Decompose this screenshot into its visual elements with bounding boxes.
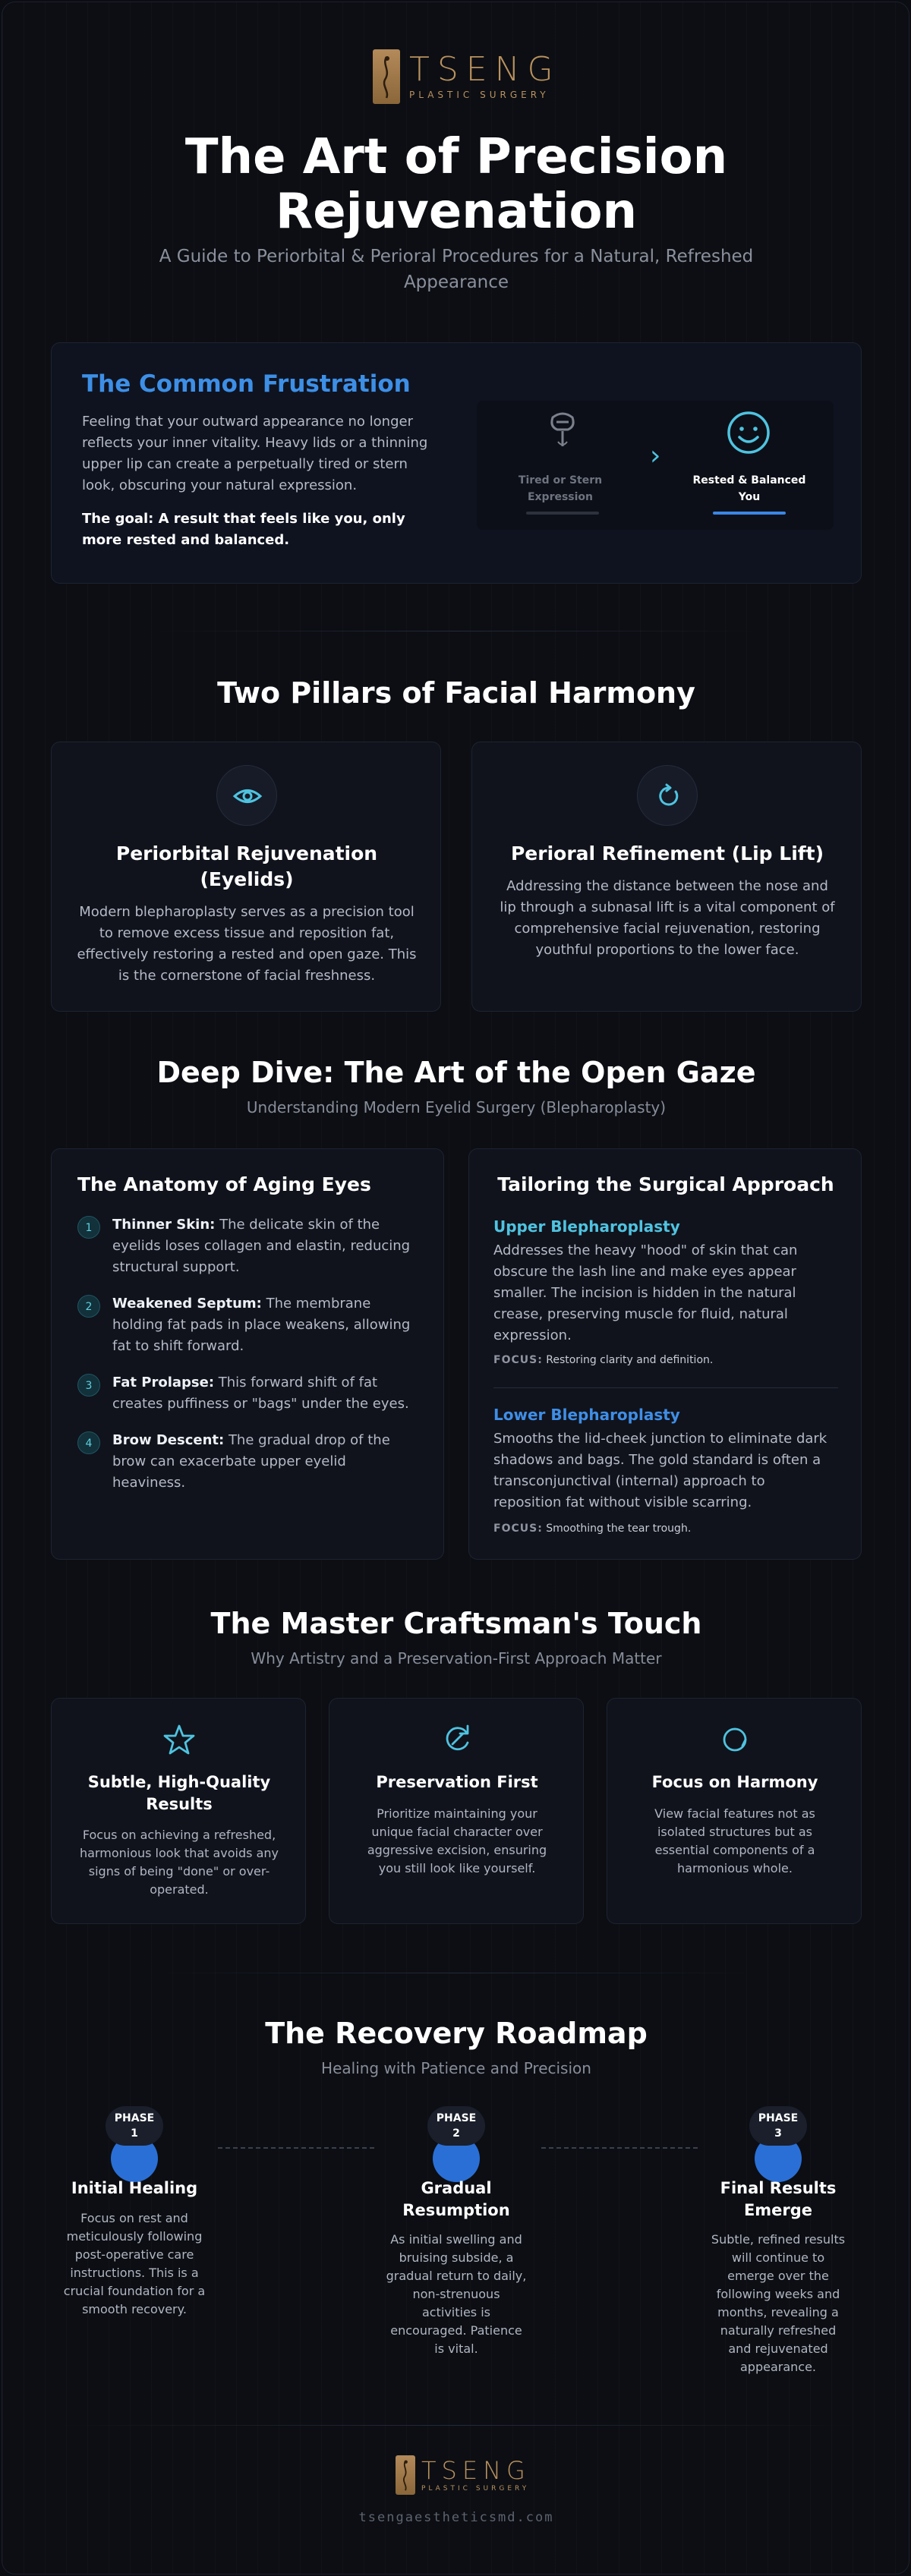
phase-title-line: Gradual: [421, 2179, 492, 2197]
pillar-title-line: Perioral Refinement (Lip Lift): [510, 842, 824, 864]
pillar-line: is the cornerstone of facial freshness.: [118, 968, 376, 984]
upper-line: Addresses the heavy "hood" of skin that can: [493, 1242, 798, 1258]
phase-line: crucial foundation for a: [63, 2284, 206, 2298]
craft-line: operated.: [150, 1882, 209, 1897]
approach-heading: Tailoring the Surgical Approach: [497, 1173, 834, 1195]
before-label: [507, 472, 613, 505]
frustration-line: look, obscuring your natural expression.: [82, 477, 358, 493]
step-line: structural support.: [112, 1259, 240, 1275]
eye-icon: [232, 781, 263, 811]
anatomy-step: [112, 1372, 431, 1415]
craft-line: View facial features not as: [654, 1806, 815, 1821]
pillar-card-lip-lift: [471, 742, 862, 1012]
phase-3-text: [687, 2231, 869, 2376]
phase-line: is vital.: [434, 2341, 478, 2356]
header-logo[interactable]: [373, 49, 561, 104]
phase-line: and rejuvenated: [728, 2341, 828, 2356]
craft-title: [329, 1771, 585, 1793]
logo-mark-icon: [373, 49, 400, 104]
lower-bleph-title: Lower Blepharoplasty: [493, 1406, 680, 1424]
pillar-title: [472, 841, 862, 867]
phase-title-line: Final Results: [720, 2179, 837, 2197]
arrow-icon: ›: [650, 440, 661, 471]
phase-badge-label: PHASE: [114, 2112, 155, 2124]
craft-line: essential components of a: [654, 1843, 815, 1857]
craft-text: [337, 1805, 577, 1878]
phase-line: meticulously following: [66, 2229, 203, 2244]
footer-divider: [51, 2425, 862, 2426]
craft-card-quality: [51, 1698, 306, 1924]
phase-line: Subtle, refined results: [711, 2232, 846, 2247]
phase-3-title: [687, 2178, 869, 2222]
craft-title-line: Results: [146, 1795, 213, 1813]
craft-title: [52, 1771, 307, 1815]
craft-text: [59, 1826, 299, 1899]
craft-title-line: Subtle, High-Quality: [87, 1773, 271, 1791]
title-line-2: Rejuvenation: [275, 184, 638, 240]
phase-badge-number: 2: [452, 2127, 460, 2140]
anatomy-card: [51, 1148, 444, 1560]
phase-2-title: [365, 2178, 547, 2222]
pillar-line: comprehensive facial rejuvenation, restoring: [514, 921, 821, 937]
logo-name: TSENG: [421, 2455, 531, 2485]
expression-comparison: [477, 401, 834, 530]
phase-title-line: Emerge: [743, 2201, 813, 2219]
focus-label: FOCUS:: [493, 1354, 543, 1366]
pillar-title: [52, 841, 442, 893]
phase-1-text: [43, 2209, 225, 2319]
phase-badge-number: 3: [774, 2127, 782, 2140]
subtitle-line-2: Appearance: [403, 272, 509, 292]
step-line: This forward shift of fat: [214, 1375, 378, 1390]
pillar-text: [67, 902, 427, 987]
step-bold: Thinner Skin:: [112, 1217, 216, 1233]
logo-tagline: PLASTIC SURGERY: [421, 2484, 530, 2493]
step-bold: Brow Descent:: [112, 1432, 225, 1448]
craft-line: you still look like yourself.: [378, 1861, 536, 1875]
craft-line: harmonious look that avoids any: [79, 1846, 279, 1860]
craft-line: unique facial character over: [371, 1825, 543, 1839]
craft-line: signs of being "done" or over-: [88, 1864, 270, 1878]
lower-line: Smooths the lid-cheek junction to eliminate dark: [493, 1431, 827, 1447]
phase-3-badge: [749, 2106, 807, 2146]
phase-line: will continue to: [731, 2250, 825, 2265]
frustration-card: [51, 342, 862, 584]
upper-line: smaller. The incision is hidden in the natural: [493, 1285, 796, 1301]
craftsman-subtitle: Why Artistry and a Preservation-First Approach Matter: [251, 1649, 662, 1667]
focus-text: Smoothing the tear trough.: [542, 1523, 692, 1535]
pillar-line: effectively restoring a rested and open gaze. This: [77, 946, 417, 962]
phase-line: appearance.: [739, 2360, 816, 2374]
phase-line: following weeks and: [716, 2287, 840, 2301]
before-label-line: Expression: [527, 491, 594, 503]
frustration-goal: [82, 509, 405, 551]
lower-bleph-text: [493, 1428, 843, 1513]
phase-line: activities is: [422, 2305, 490, 2319]
logo-tagline: PLASTIC SURGERY: [409, 90, 550, 100]
upper-bleph-title: Upper Blepharoplasty: [493, 1217, 680, 1236]
step-line: The gradual drop of the: [224, 1432, 390, 1448]
roadmap-connector: [218, 2147, 374, 2149]
after-label-line: You: [738, 491, 761, 503]
craft-card-preservation: [329, 1698, 584, 1924]
frustration-heading: The Common Frustration: [82, 370, 411, 398]
phase-line: bruising subside, a: [399, 2250, 514, 2265]
lower-line: shadows and bags. The gold standard is often a: [493, 1452, 821, 1468]
frustration-line: Feeling that your outward appearance no longer: [82, 414, 413, 430]
upper-bleph-text: [493, 1240, 843, 1346]
footer-url[interactable]: tsengaestheticsmd.com: [358, 2510, 554, 2525]
pillar-title-line: (Eyelids): [200, 868, 294, 890]
after-bar: [713, 512, 786, 515]
recovery-title: The Recovery Roadmap: [265, 2017, 648, 2050]
phase-badge-number: 1: [131, 2127, 138, 2140]
craft-line: harmonious whole.: [677, 1861, 793, 1875]
pillar-title-line: Periorbital Rejuvenation: [115, 842, 378, 864]
craftsman-title: The Master Craftsman's Touch: [210, 1607, 702, 1640]
phase-badge-label: PHASE: [758, 2112, 799, 2124]
refresh-arrow-icon: [440, 1723, 474, 1759]
page-subtitle: [2, 244, 909, 295]
craft-card-harmony: [607, 1698, 862, 1924]
craft-line: Focus on achieving a refreshed,: [82, 1828, 276, 1842]
step-line: The delicate skin of the: [215, 1217, 380, 1233]
smile-face-icon: [726, 410, 771, 458]
title-line-1: The Art of Precision: [184, 129, 728, 185]
phase-2-badge: [427, 2106, 485, 2146]
footer-logo[interactable]: [396, 2455, 531, 2495]
approach-divider: [493, 1387, 838, 1388]
roadmap-connector: [541, 2147, 698, 2149]
focus-text: Restoring clarity and definition.: [542, 1354, 714, 1366]
pillar-line: Addressing the distance between the nose and: [506, 878, 828, 894]
pillar-icon-wrap: [216, 765, 277, 826]
after-label-line: Rested & Balanced: [692, 474, 806, 487]
goal-line: The goal: A result that feels like you, only: [82, 511, 405, 527]
phase-line: Focus on rest and: [80, 2211, 188, 2225]
pillar-line: youthful proportions to the lower face.: [535, 942, 799, 958]
step-number: 1: [77, 1216, 100, 1239]
craft-line: isolated structures but as: [657, 1825, 812, 1839]
pillar-line: lip through a subnasal lift is a vital component of: [500, 899, 835, 915]
craft-line: Prioritize maintaining your: [377, 1806, 537, 1821]
deep-dive-subtitle: Understanding Modern Eyelid Surgery (Blepharoplasty): [246, 1098, 667, 1116]
step-line: fat to shift forward.: [112, 1338, 244, 1354]
phase-line: post-operative care: [74, 2247, 194, 2262]
phase-line: smooth recovery.: [82, 2302, 187, 2316]
craft-title-line: Preservation First: [376, 1773, 538, 1791]
subtitle-line-1: A Guide to Periorbital & Perioral Procedures for a Natural, Refreshed: [159, 247, 754, 266]
pillar-line: Modern blepharoplasty serves as a precision tool: [79, 904, 415, 920]
anatomy-step: [112, 1214, 431, 1278]
craft-title: [607, 1771, 862, 1793]
pillar-line: to remove excess tissue and reposition fat,: [99, 925, 395, 941]
pillar-icon-wrap: [637, 765, 698, 826]
upper-focus: [493, 1354, 713, 1366]
anatomy-heading: The Anatomy of Aging Eyes: [77, 1173, 371, 1195]
phase-1-badge: [106, 2106, 163, 2146]
phase-line: As initial swelling and: [390, 2232, 522, 2247]
recovery-subtitle: Healing with Patience and Precision: [321, 2059, 591, 2077]
step-line: creates puffiness or "bags" under the eyes.: [112, 1396, 409, 1412]
after-label: [692, 472, 806, 505]
frustration-line: reflects your inner vitality. Heavy lids or a thinning: [82, 435, 428, 451]
phase-line: instructions. This is a: [70, 2266, 199, 2280]
pillars-title: Two Pillars of Facial Harmony: [217, 676, 695, 710]
circle-arrow-icon: [718, 1723, 752, 1759]
logo-name: TSENG: [409, 50, 561, 89]
step-line: The membrane: [261, 1296, 371, 1312]
lower-line: transconjunctival (internal) approach to: [493, 1473, 765, 1489]
step-number: 4: [77, 1431, 100, 1454]
upper-line: crease, preserving muscle for fluid, natural: [493, 1306, 788, 1322]
pillar-card-eyelids: [51, 742, 441, 1012]
step-line: holding fat pads in place weakens, allowing: [112, 1317, 411, 1333]
step-line: eyelids loses collagen and elastin, reducing: [112, 1238, 411, 1254]
step-number: 3: [77, 1374, 100, 1397]
pillar-text: [487, 876, 847, 961]
upper-line: expression.: [493, 1327, 572, 1343]
anatomy-step: [112, 1430, 431, 1494]
lower-line: reposition fat without visible scarring.: [493, 1494, 752, 1510]
phase-line: gradual return to daily,: [386, 2269, 527, 2283]
logo-mark-icon: [396, 2455, 415, 2495]
step-line: heaviness.: [112, 1475, 186, 1491]
step-bold: Weakened Septum:: [112, 1296, 262, 1312]
focus-label: FOCUS:: [493, 1523, 543, 1535]
frustration-line: upper lip can create a perpetually tired or stern: [82, 456, 408, 472]
step-line: brow can exacerbate upper eyelid: [112, 1453, 346, 1469]
phase-line: naturally refreshed: [720, 2323, 837, 2338]
phase-2-text: [365, 2231, 547, 2358]
frustration-text: [82, 411, 462, 496]
craft-title-line: Focus on Harmony: [651, 1773, 818, 1791]
step-number: 2: [77, 1295, 100, 1318]
craft-line: aggressive excision, ensuring: [367, 1843, 547, 1857]
phase-badge-label: PHASE: [436, 2112, 477, 2124]
craft-text: [615, 1805, 855, 1878]
deep-dive-title: Deep Dive: The Art of the Open Gaze: [156, 1056, 756, 1089]
page-frame: [2, 2, 909, 2574]
phase-line: months, revealing a: [717, 2305, 839, 2319]
lower-focus: [493, 1523, 691, 1535]
tired-face-icon: [545, 410, 580, 466]
goal-line: more rested and balanced.: [82, 532, 290, 548]
before-bar: [526, 512, 599, 515]
before-label-line: Tired or Stern: [518, 474, 603, 487]
phase-1-title: [43, 2178, 225, 2200]
refresh-icon: [653, 781, 683, 811]
approach-card: [468, 1148, 862, 1560]
star-icon: [162, 1723, 196, 1759]
step-bold: Fat Prolapse:: [112, 1375, 215, 1390]
phase-title-line: Resumption: [402, 2201, 510, 2219]
phase-title-line: Initial Healing: [71, 2179, 198, 2197]
page-title: [2, 130, 909, 239]
phase-line: non-strenuous: [412, 2287, 500, 2301]
upper-line: obscure the lash line and make eyes appear: [493, 1264, 796, 1280]
phase-line: emerge over the: [727, 2269, 829, 2283]
phase-line: encouraged. Patience: [390, 2323, 522, 2338]
anatomy-step: [112, 1293, 431, 1357]
